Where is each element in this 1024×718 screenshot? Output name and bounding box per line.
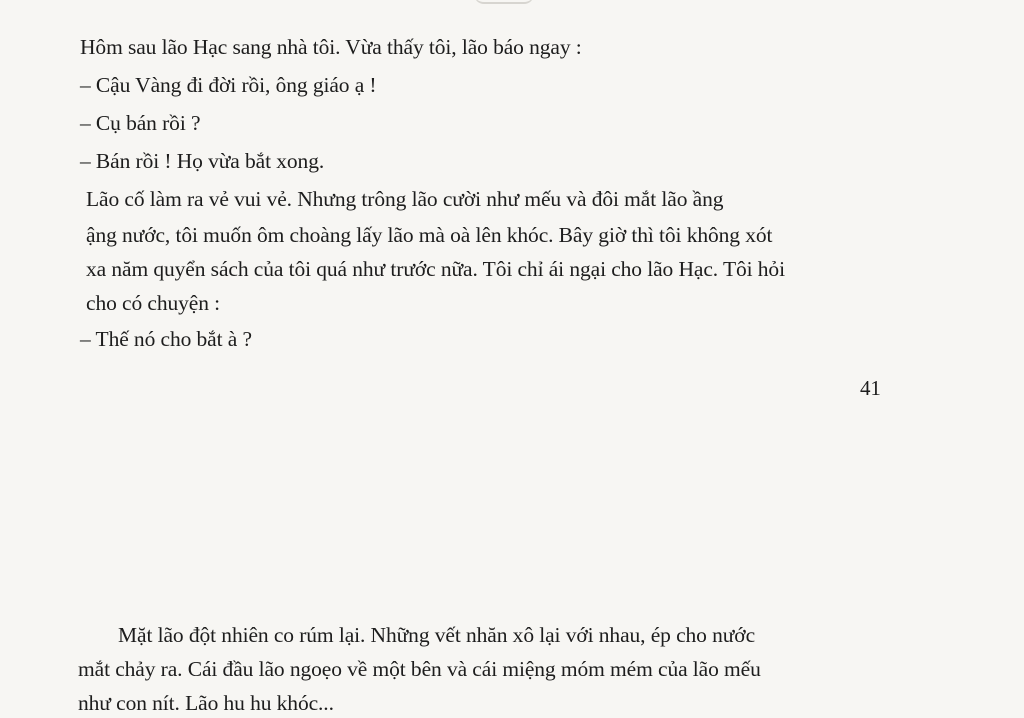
paragraph-line: như con nít. Lão hu hu khóc... bbox=[78, 691, 334, 715]
dialogue-line: – Cậu Vàng đi đời rồi, ông giáo ạ ! bbox=[80, 73, 377, 97]
dialogue-line: – Cụ bán rồi ? bbox=[80, 111, 201, 135]
paragraph-line: Mặt lão đột nhiên co rúm lại. Những vết nhăn xô lại với nhau, ép cho nước bbox=[118, 623, 756, 647]
scan-artifact-mark bbox=[474, 0, 534, 4]
upper-text-block bbox=[80, 28, 900, 358]
paragraph bbox=[80, 180, 900, 320]
paragraph-line: mắt chảy ra. Cái đầu lão ngoẹo về một bên và cái miệng móm mém của lão mếu bbox=[78, 657, 761, 681]
paragraph-line: xa năm quyển sách của tôi quá như trước nữa. Tôi chỉ ái ngại cho lão Hạc. Tôi hỏi bbox=[86, 257, 785, 281]
lower-text-block bbox=[78, 618, 938, 718]
dialogue-line: – Bán rồi ! Họ vừa bắt xong. bbox=[80, 149, 325, 173]
page-number: 41 bbox=[860, 376, 881, 400]
paragraph-line: ậng nước, tôi muốn ôm choàng lấy lão mà oà lên khóc. Bây giờ thì tôi không xót bbox=[86, 223, 773, 247]
paragraph-line: Lão cố làm ra vẻ vui vẻ. Nhưng trông lão cười như mếu và đôi mắt lão ầng bbox=[86, 187, 724, 211]
dialogue-line: – Thế nó cho bắt à ? bbox=[80, 327, 252, 351]
text-line: Hôm sau lão Hạc sang nhà tôi. Vừa thấy tôi, lão báo ngay : bbox=[80, 35, 582, 59]
paragraph-line: cho có chuyện : bbox=[86, 291, 221, 315]
